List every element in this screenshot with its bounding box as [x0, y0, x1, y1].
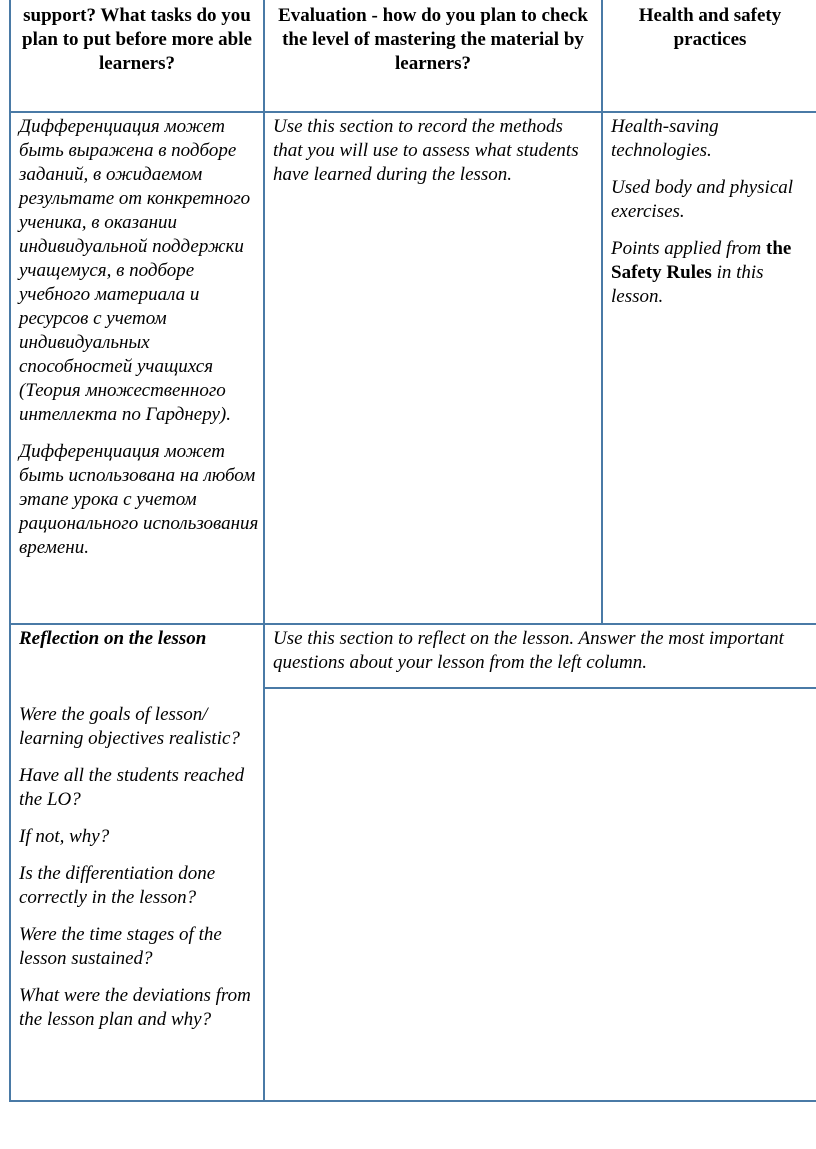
health-safety-text [611, 115, 811, 322]
health-safety-paragraph-1: Health-saving technologies. [611, 116, 719, 161]
reflection-question: What were the deviations from the lesson plan and why? [19, 985, 251, 1030]
header-health-safety: Health and safety practices [638, 5, 782, 50]
reflection-question: Were the goals of lesson/ learning objectives realistic? [19, 704, 240, 749]
differentiation-paragraph-1: Дифференциация может быть выражена в подборе заданий, в ожидаемом результате от конкретного ученика, в оказании индивидуальной поддержки учащемуся, в подборе учебного материала и ресурсов с учетом индивидуальных способностей учащихся (Теория множественного интеллекта по Гарднеру). [19, 116, 251, 425]
table-border-col2 [601, 0, 603, 625]
reflection-title: Reflection on the lesson [19, 628, 207, 649]
reflection-question: Have all the students reached the LO? [19, 765, 245, 810]
reflection-instruction: Use this section to reflect on the lesson. Answer the most important questions about your lesson from the left column. [273, 628, 784, 673]
table-border-bottom [9, 1100, 816, 1102]
reflection-answer-area[interactable] [265, 689, 816, 1100]
reflection-question: If not, why? [19, 826, 110, 847]
header-evaluation: Evaluation - how do you plan to check the level of mastering the material by learners? [278, 5, 588, 74]
health-safety-paragraph-2: Used body and physical exercises. [611, 177, 794, 222]
table-border-left [9, 0, 11, 1102]
safety-text-after: in this lesson. [611, 262, 764, 307]
safety-text-before: Points applied from [611, 238, 762, 259]
evaluation-text: Use this section to record the methods that you will use to assess what students have learned during the lesson. [273, 116, 579, 185]
table-border-header-bottom [9, 111, 816, 113]
reflection-question: Were the time stages of the lesson sustained? [19, 924, 222, 969]
differentiation-text [19, 115, 259, 573]
health-safety-paragraph-3 [611, 237, 811, 309]
differentiation-paragraph-2: Дифференциация может быть использована на любом этапе урока с учетом рационального использования времени. [19, 441, 259, 558]
reflection-question: Is the differentiation done correctly in the lesson? [19, 863, 216, 908]
header-support: support? What tasks do you plan to put before more able learners? [22, 5, 252, 74]
reflection-questions [19, 703, 255, 1045]
safety-rules-emphasis: the Safety Rules [611, 238, 792, 283]
table-border-row1-bottom [9, 623, 816, 625]
